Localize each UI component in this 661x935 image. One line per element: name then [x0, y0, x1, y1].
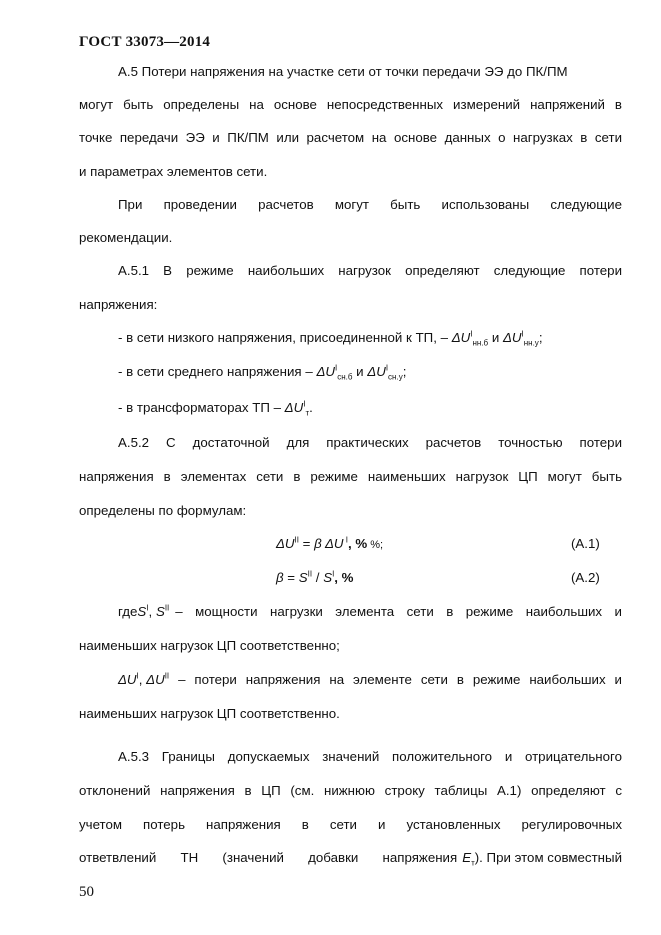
subscript: нн.б — [472, 338, 489, 348]
paragraph-a5-line-3: точке передачи ЭЭ и ПК/ПМ или расчетом на основе данных о нагрузках в сети — [79, 130, 622, 145]
superscript: I — [385, 363, 389, 373]
formula-symbol: S — [137, 604, 147, 619]
where-prefix: где — [118, 604, 138, 619]
a53-line-4-symbol — [462, 849, 475, 867]
delta-u-description: – потери напряжения на элементе сети в режиме наибольших и — [169, 672, 622, 687]
superscript: I — [470, 329, 473, 339]
paragraph-calc-line-2: рекомендации. — [79, 230, 173, 245]
superscript: I — [521, 329, 524, 339]
equation-number-a1: (А.1) — [571, 536, 600, 551]
superscript: I — [334, 363, 338, 373]
formula-symbol: ΔU — [276, 536, 295, 551]
delta-u-symbol: ΔU — [146, 672, 165, 687]
delta-u-symbols — [118, 671, 169, 689]
superscript: I — [303, 399, 306, 409]
delta-u-symbol: ΔU — [118, 672, 137, 687]
bullet-transformers-text: - в трансформаторах ТП – — [118, 400, 281, 415]
paragraph-a5-line-1: А.5 Потери напряжения на участке сети от точки передачи ЭЭ до ПК/ПМ — [118, 64, 568, 79]
bullet-low-voltage-text: - в сети низкого напряжения, присоединенной к ТП, – — [118, 330, 449, 345]
delta-u-line-1 — [118, 671, 622, 689]
paragraph-a53-line-3: учетом потерь напряжения в сети и установленных регулировочных — [79, 817, 622, 832]
paragraph-calc-line-1: При проведении расчетов могут быть использованы следующие — [118, 197, 622, 212]
subscript: нн.у — [523, 338, 539, 348]
paragraph-a51-line-1: А.5.1 В режиме наибольших нагрузок определяют следующие потери — [118, 263, 622, 278]
punctuation: ; — [538, 330, 543, 345]
conjunction: и — [356, 364, 364, 379]
superscript: I — [146, 603, 149, 613]
formula-symbol: S — [323, 570, 333, 585]
formula-symbol: E — [462, 850, 472, 865]
where-line-2: наименьших нагрузок ЦП соответственно; — [79, 638, 340, 653]
superscript: II — [307, 569, 313, 579]
delta-u-symbol: ΔU — [367, 364, 386, 379]
paragraph-a52-line-2: напряжения в элементах сети в режиме наименьших нагрузок ЦП могут быть — [79, 469, 622, 484]
paragraph-a53-line-2: отклонений напряжения в ЦП (см. нижнюю строку таблицы А.1) определяют с — [79, 783, 622, 798]
delta-u-symbol: ΔU — [316, 364, 335, 379]
where-symbols — [137, 603, 169, 621]
delta-u-symbol: ΔU — [284, 400, 304, 415]
paragraph-a52-line-3: определены по формулам: — [79, 503, 247, 518]
bullet-low-voltage — [118, 329, 622, 347]
superscript: I — [332, 569, 335, 579]
bullet-medium-voltage — [118, 363, 622, 381]
page-number: 50 — [79, 884, 94, 900]
formula-operator: = — [298, 536, 315, 551]
paragraph-a53-line-1: А.5.3 Границы допускаемых значений положительного и отрицательного — [118, 749, 622, 764]
a53-line-4-start: ответвлений ТН (значений добавки напряжения — [79, 850, 458, 865]
superscript: II — [164, 671, 170, 681]
paragraph-a53-line-4 — [79, 849, 622, 867]
punctuation: , — [148, 604, 153, 619]
formula-symbol: S — [155, 604, 165, 619]
paragraph-a5-line-4: и параметрах элементов сети. — [79, 164, 268, 179]
formula-tail: %; — [367, 539, 384, 551]
conjunction: и — [491, 330, 500, 345]
formula-operator: = — [283, 570, 299, 585]
formula-unit: , % — [334, 570, 354, 585]
superscript: II — [294, 535, 299, 545]
equation-number-a2: (А.2) — [571, 570, 600, 585]
superscript: I — [136, 671, 139, 681]
formula-operator: / — [312, 570, 324, 585]
a53-line-4-end: ). При этом совместный — [474, 850, 622, 865]
where-line-1 — [118, 603, 622, 621]
superscript: I — [343, 535, 348, 545]
formula-unit: , % — [347, 536, 368, 551]
page-header: ГОСТ 33073—2014 — [79, 34, 211, 50]
paragraph-a5-line-2: могут быть определены на основе непосредственных измерений напряжений в — [79, 97, 622, 112]
punctuation: . — [309, 400, 313, 415]
punctuation: ; — [402, 364, 407, 379]
delta-u-symbol: ΔU — [502, 330, 522, 345]
subscript: сн.б — [337, 372, 353, 382]
formula-symbol: β — [276, 570, 284, 585]
formula-symbol: ΔU — [321, 536, 344, 551]
subscript: т — [471, 858, 475, 868]
punctuation: , — [138, 672, 147, 687]
where-description: – мощности нагрузки элемента сети в режиме наибольших и — [175, 604, 622, 619]
bullet-medium-voltage-text: - в сети среднего напряжения – — [118, 364, 313, 379]
formula-symbol: β — [314, 536, 322, 551]
paragraph-a52-line-1: А.5.2 С достаточной для практических расчетов точностью потери — [118, 435, 622, 450]
formula-a1 — [276, 536, 383, 551]
subscript: сн.у — [388, 372, 403, 382]
delta-u-symbol: ΔU — [451, 330, 471, 345]
superscript: II — [164, 603, 170, 613]
bullet-transformers — [118, 399, 622, 417]
paragraph-a51-line-2: напряжения: — [79, 297, 158, 312]
delta-u-line-2: наименьших нагрузок ЦП соответственно. — [79, 706, 340, 721]
formula-a2 — [276, 570, 354, 585]
formula-symbol: S — [298, 570, 308, 585]
subscript: т — [305, 408, 310, 418]
